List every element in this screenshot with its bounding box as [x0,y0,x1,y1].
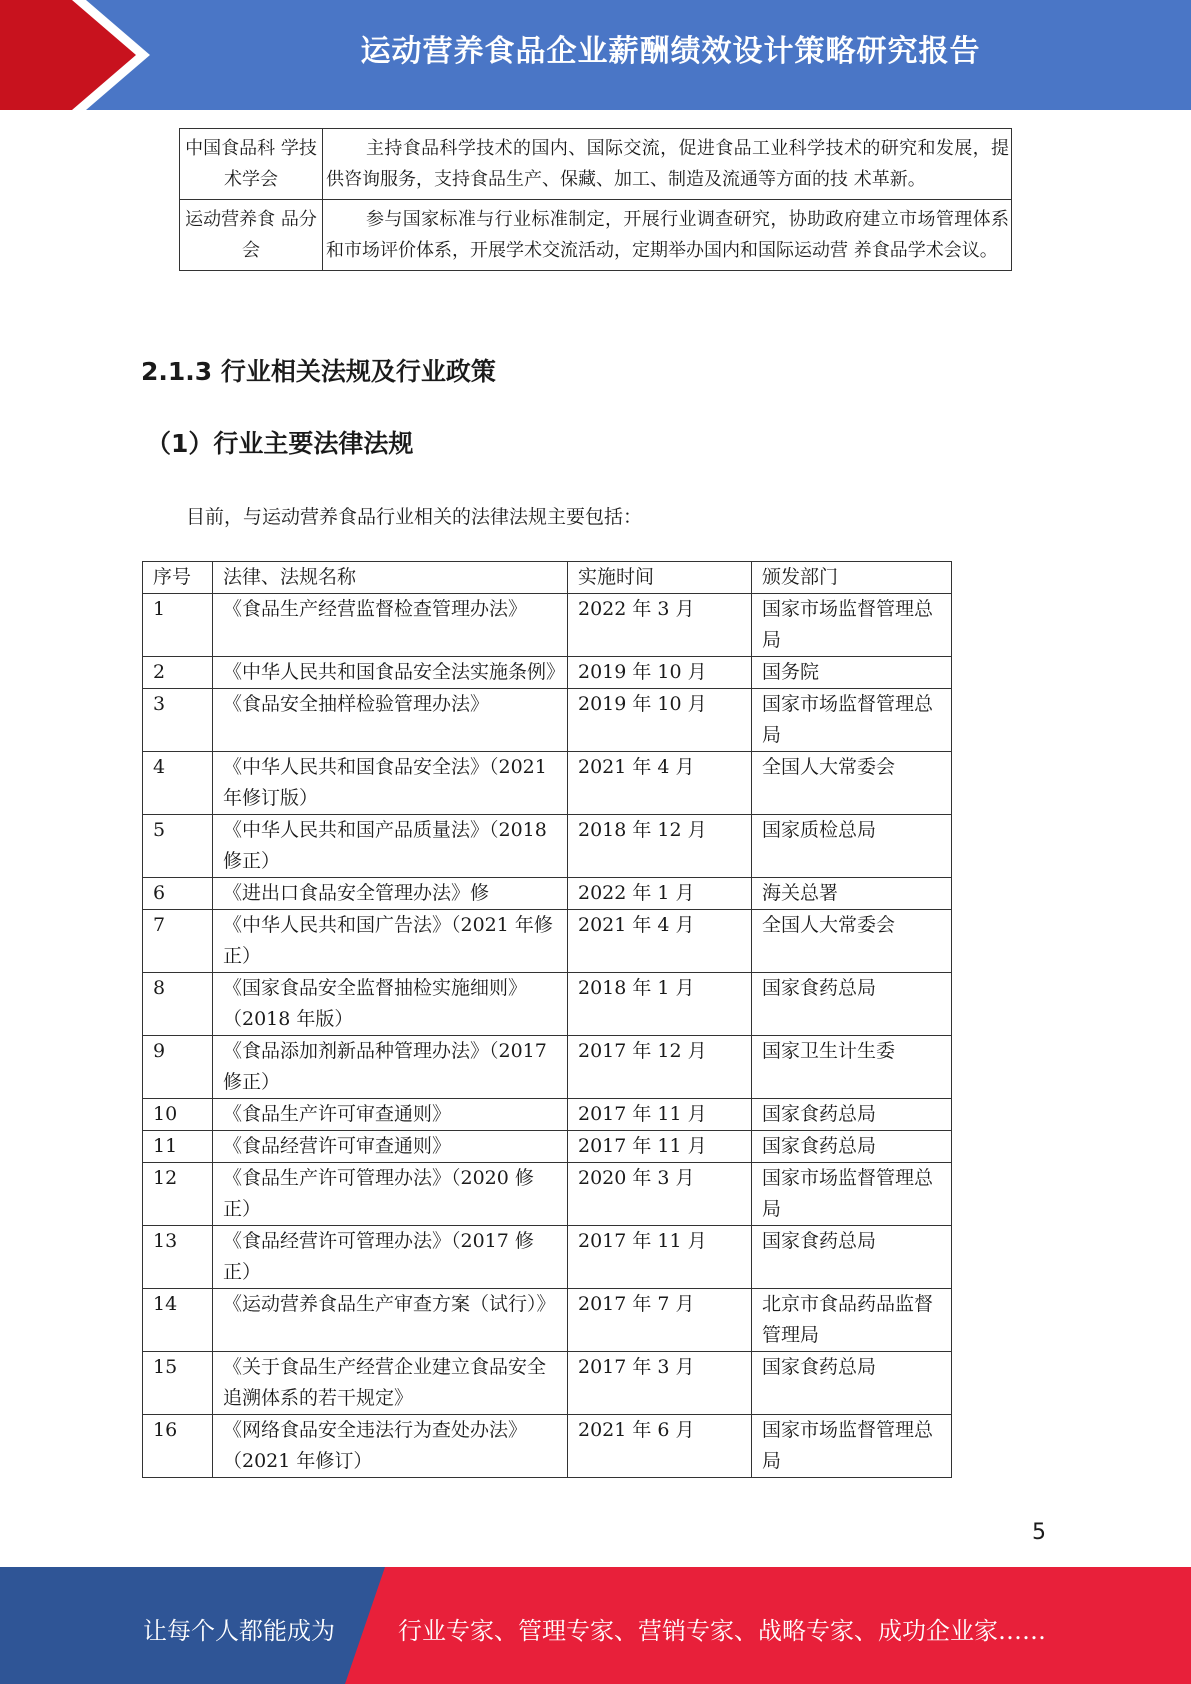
table-row [143,657,952,689]
row-index: 1 [143,594,213,657]
law-name: 《关于食品生产经营企业建立食品安全追溯体系的若干规定》 [213,1352,568,1415]
table-row [143,1036,952,1099]
row-index: 9 [143,1036,213,1099]
row-index: 15 [143,1352,213,1415]
effective-date: 2020 年 3 月 [568,1163,752,1226]
report-title: 运动营养食品企业薪酬绩效设计策略研究报告 [360,34,981,69]
effective-date: 2021 年 4 月 [568,752,752,815]
effective-date: 2017 年 11 月 [568,1131,752,1163]
law-name: 《中华人民共和国广告法》（2021 年修正） [213,910,568,973]
effective-date: 2017 年 3 月 [568,1352,752,1415]
law-name: 《中华人民共和国产品质量法》（2018 修正） [213,815,568,878]
issuing-department: 国家市场监督管理总局 [752,1163,952,1226]
table-row [143,1352,952,1415]
row-index: 3 [143,689,213,752]
effective-date: 2018 年 12 月 [568,815,752,878]
row-index: 6 [143,878,213,910]
law-name: 《运动营养食品生产审查方案（试行）》 [213,1289,568,1352]
issuing-department: 国家食药总局 [752,973,952,1036]
issuing-department: 国务院 [752,657,952,689]
row-index: 5 [143,815,213,878]
law-table [142,561,952,1478]
row-index: 7 [143,910,213,973]
row-index: 8 [143,973,213,1036]
law-name: 《食品添加剂新品种管理办法》（2017 修正） [213,1036,568,1099]
row-index: 10 [143,1099,213,1131]
issuing-department: 国家食药总局 [752,1226,952,1289]
effective-date: 2022 年 3 月 [568,594,752,657]
org-desc: 主持食品科学技术的国内、国际交流，促进食品工业科学技术的研究和发展，提供咨询服务，支持食品生产、保藏、加工、制造及流通等方面的技 术革新。 [323,129,1012,200]
table-row [143,878,952,910]
table-row [143,594,952,657]
page-number: 5 [1032,1520,1046,1545]
issuing-department: 北京市食品药品监督管理局 [752,1289,952,1352]
law-name: 《网络食品安全违法行为查处办法》 （2021 年修订） [213,1415,568,1478]
org-name: 运动营养食 品分会 [180,200,323,271]
header-cell: 法律、法规名称 [213,562,568,594]
row-index: 4 [143,752,213,815]
law-table-body [143,562,952,1478]
table-row [143,1415,952,1478]
row-index: 16 [143,1415,213,1478]
org-desc: 参与国家标准与行业标准制定，开展行业调查研究，协助政府建立市场管理体系和市场评价体系，开展学术交流活动，定期举办国内和国际运动营 养食品学术会议。 [323,200,1012,271]
law-name: 《食品经营许可审查通则》 [213,1131,568,1163]
sub-heading: （1）行业主要法律法规 [146,429,414,458]
row-index: 2 [143,657,213,689]
org-name: 中国食品科 学技术学会 [180,129,323,200]
law-name: 《食品安全抽样检验管理办法》 [213,689,568,752]
issuing-department: 国家质检总局 [752,815,952,878]
issuing-department: 国家食药总局 [752,1099,952,1131]
page-footer [0,1567,1191,1684]
law-name: 《国家食品安全监督抽检实施细则》 （2018 年版） [213,973,568,1036]
issuing-department: 国家食药总局 [752,1352,952,1415]
issuing-department: 海关总署 [752,878,952,910]
table-row [143,1099,952,1131]
row-index: 14 [143,1289,213,1352]
row-index: 11 [143,1131,213,1163]
header-cell: 颁发部门 [752,562,952,594]
table-row [143,910,952,973]
issuing-department: 国家卫生计生委 [752,1036,952,1099]
header-cell: 序号 [143,562,213,594]
row-index: 13 [143,1226,213,1289]
law-name: 《中华人民共和国食品安全法实施条例》 [213,657,568,689]
table-row [143,973,952,1036]
effective-date: 2019 年 10 月 [568,657,752,689]
table-row [143,815,952,878]
table-row [143,1163,952,1226]
org-table [179,128,1012,271]
table-row [143,1226,952,1289]
effective-date: 2019 年 10 月 [568,689,752,752]
footer-slogan-right: 行业专家、管理专家、营销专家、战略专家、成功企业家…… [398,1617,1046,1645]
effective-date: 2017 年 7 月 [568,1289,752,1352]
effective-date: 2017 年 11 月 [568,1099,752,1131]
effective-date: 2022 年 1 月 [568,878,752,910]
issuing-department: 国家市场监督管理总局 [752,689,952,752]
table-row [143,752,952,815]
issuing-department: 国家市场监督管理总局 [752,594,952,657]
issuing-department: 全国人大常委会 [752,910,952,973]
issuing-department: 全国人大常委会 [752,752,952,815]
effective-date: 2021 年 6 月 [568,1415,752,1478]
issuing-department: 国家食药总局 [752,1131,952,1163]
footer-slogan-left: 让每个人都能成为 [143,1617,335,1645]
section-heading: 2.1.3 行业相关法规及行业政策 [141,357,496,386]
page-header [0,0,1191,110]
intro-paragraph: 目前，与运动营养食品行业相关的法律法规主要包括： [186,506,643,528]
law-name: 《食品经营许可管理办法》（2017 修正） [213,1226,568,1289]
table-row [143,1131,952,1163]
org-row [180,129,1012,200]
header-cell: 实施时间 [568,562,752,594]
law-name: 《中华人民共和国食品安全法》（2021 年修订版） [213,752,568,815]
org-row [180,200,1012,271]
effective-date: 2021 年 4 月 [568,910,752,973]
effective-date: 2017 年 11 月 [568,1226,752,1289]
table-row [143,689,952,752]
law-name: 《食品生产经营监督检查管理办法》 [213,594,568,657]
row-index: 12 [143,1163,213,1226]
law-name: 《进出口食品安全管理办法》修 [213,878,568,910]
effective-date: 2018 年 1 月 [568,973,752,1036]
issuing-department: 国家市场监督管理总局 [752,1415,952,1478]
law-name: 《食品生产许可管理办法》（2020 修正） [213,1163,568,1226]
effective-date: 2017 年 12 月 [568,1036,752,1099]
law-name: 《食品生产许可审查通则》 [213,1099,568,1131]
table-row [143,1289,952,1352]
law-table-header [143,562,952,594]
